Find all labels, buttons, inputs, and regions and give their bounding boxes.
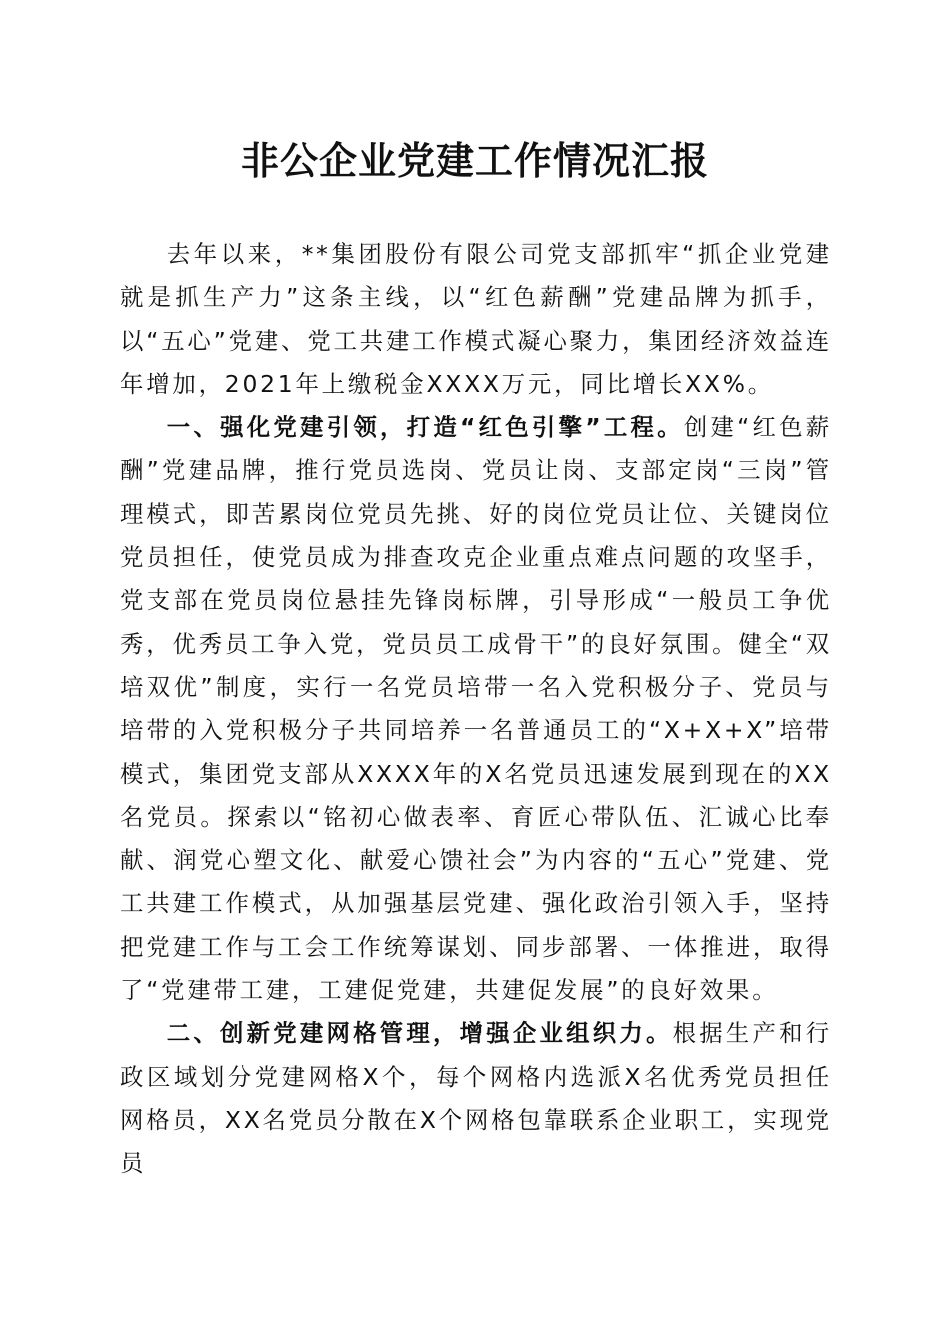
document-title: 非公企业党建工作情况汇报 bbox=[240, 138, 709, 183]
document-body bbox=[120, 233, 832, 1186]
section-body-2: 根据生产和行政区域划分党建网格X个，每个网格内选派X名优秀党员担任网格员，XX名党员分散在X个网格包靠联系企业职工，实现党员 bbox=[120, 1019, 832, 1178]
section-heading-1: 一、强化党建引领，打造“红色引擎”工程。 bbox=[166, 413, 684, 442]
section-paragraph-2 bbox=[120, 1012, 832, 1185]
section-heading-2: 二、创新党建网格管理，增强企业组织力。 bbox=[166, 1019, 673, 1048]
section-body-1: 创建“红色薪酬”党建品牌，推行党员选岗、党员让岗、支部定岗“三岗”管理模式，即苦累岗位党员先挑、好的岗位党员让位、关键岗位党员担任，使党员成为排查攻克企业重点难点问题的攻坚手，党支部在党员岗位悬挂先锋岗标牌，引导形成“一般员工争优秀，优秀员工争入党，党员员工成骨干”的良好氛围。健全“双培双优”制度，实行一名党员培带一名入党积极分子、党员与培带的入党积极分子共同培养一名普通员工的“X+X+X”培带模式，集团党支部从XXXX年的X名党员迅速发展到现在的XX名党员。探索以“铭初心做表率、育匠心带队伍、汇诚心比奉献、润党心塑文化、献爱心馈社会”为内容的“五心”党建、党工共建工作模式，从加强基层党建、强化政治引领入手，坚持把党建工作与工会工作统筹谋划、同步部署、一体推进，取得了“党建带工建，工建促党建，共建促发展”的良好效果。 bbox=[120, 413, 832, 1005]
section-paragraph-1 bbox=[120, 406, 832, 1012]
intro-paragraph: 去年以来，**集团股份有限公司党支部抓牢“抓企业党建就是抓生产力”这条主线，以“红色薪酬”党建品牌为抓手，以“五心”党建、党工共建工作模式凝心聚力，集团经济效益连年增加，2021年上缴税金XXXX万元，同比增长XX%。 bbox=[120, 240, 832, 398]
